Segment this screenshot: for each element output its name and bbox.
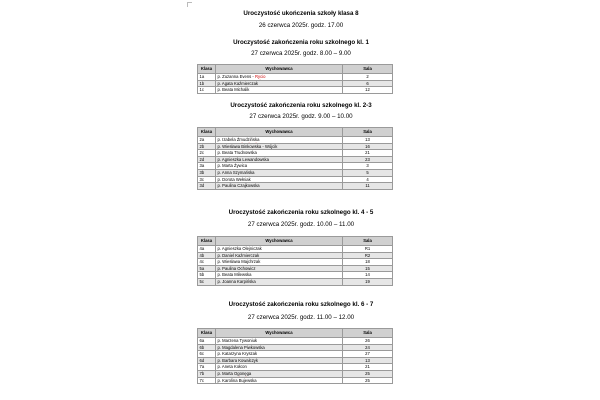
cell-klasa: 2d	[198, 156, 216, 163]
column-header-klasa: Klasa	[198, 329, 216, 338]
cell-wychowawca	[216, 252, 343, 259]
teacher-name: p. Agata Kaźmierczak	[217, 80, 258, 86]
table-row	[198, 156, 393, 163]
cell-sala: 4	[343, 176, 393, 183]
cell-wychowawca	[216, 370, 343, 377]
teacher-name-spellcheck: Trudnowska	[234, 150, 257, 156]
column-header-wychowawca: Wychowawca	[216, 128, 343, 137]
teacher-name-spellcheck: Ogonęga	[234, 371, 252, 377]
section-title: Uroczystość zakończenia roku szkolnego kl. 1	[233, 39, 369, 46]
cell-sala: 18	[343, 259, 393, 266]
cell-wychowawca	[216, 278, 343, 285]
cell-klasa: 5c	[198, 278, 216, 285]
table-row	[198, 143, 393, 150]
cell-wychowawca	[216, 357, 343, 364]
cell-wychowawca	[216, 137, 343, 144]
section-date: 27 czerwca 2025r. godz. 8.00 – 9.00	[251, 50, 351, 57]
cell-klasa: 6c	[198, 351, 216, 358]
teacher-name: p. Marzena Tywoniuk	[217, 338, 257, 344]
table-row	[198, 364, 393, 371]
teacher-name: p. Magdalena Piwkowska	[217, 344, 265, 350]
cell-sala: 11	[343, 183, 393, 190]
cell-klasa: 5a	[198, 265, 216, 272]
teacher-name: p. Marta Żywica	[217, 163, 248, 169]
cell-wychowawca	[216, 143, 343, 150]
cell-sala: R1	[343, 246, 393, 253]
cell-wychowawca	[216, 74, 343, 81]
cell-sala: 14	[343, 272, 393, 279]
teacher-name: p. Beata Michalik	[217, 87, 250, 93]
cell-wychowawca	[216, 338, 343, 345]
cell-klasa: 2a	[198, 137, 216, 144]
cell-klasa: 2b	[198, 143, 216, 150]
teacher-name: p. Katarzyna Kryszak	[217, 351, 258, 357]
column-header-klasa: Klasa	[198, 65, 216, 74]
cell-klasa: 6d	[198, 357, 216, 364]
schedule-table	[197, 328, 393, 384]
column-header-sala: Sala	[343, 128, 393, 137]
page-corner-mark	[187, 2, 192, 7]
table-row	[198, 169, 393, 176]
cell-sala: 13	[343, 137, 393, 144]
cell-wychowawca	[216, 272, 343, 279]
cell-wychowawca	[216, 351, 343, 358]
table-row	[198, 137, 393, 144]
table-row	[198, 377, 393, 384]
table-row	[198, 252, 393, 259]
cell-sala: 27	[343, 351, 393, 358]
cell-wychowawca	[216, 87, 343, 94]
cell-sala: 21	[343, 150, 393, 157]
teacher-name: p. Aneta	[217, 364, 235, 370]
cell-klasa: 3c	[198, 176, 216, 183]
table-row	[198, 176, 393, 183]
cell-wychowawca	[216, 156, 343, 163]
section-title: Uroczystość zakończenia roku szkolnego kl. 4 - 5	[228, 209, 374, 216]
cell-klasa: 3d	[198, 183, 216, 190]
table-row	[198, 357, 393, 364]
cell-klasa: 1a	[198, 74, 216, 81]
document-page	[187, 0, 415, 400]
section-title: Uroczystość zakończenia roku szkolnego kl. 2-3	[230, 102, 372, 109]
schedule-table	[197, 127, 393, 190]
table-row	[198, 272, 393, 279]
cell-sala: 21	[343, 364, 393, 371]
cell-klasa: 1b	[198, 80, 216, 87]
cell-wychowawca	[216, 163, 343, 170]
cell-wychowawca	[216, 364, 343, 371]
cell-sala: 2	[343, 74, 393, 81]
cell-klasa: 7a	[198, 364, 216, 371]
cell-sala: 24	[343, 344, 393, 351]
table-row	[198, 370, 393, 377]
teacher-name-spellcheck: Bujewska	[238, 377, 257, 383]
table-row	[198, 74, 393, 81]
cell-klasa: 4b	[198, 252, 216, 259]
teacher-name: p. Agnieszka Olejniczak	[217, 246, 262, 252]
cell-klasa: 4c	[198, 259, 216, 266]
cell-wychowawca	[216, 80, 343, 87]
schedule-table	[197, 236, 393, 286]
cell-wychowawca	[216, 344, 343, 351]
table-row	[198, 344, 393, 351]
cell-sala: 25	[343, 377, 393, 384]
cell-wychowawca	[216, 183, 343, 190]
teacher-name-spellcheck: Kołcon	[234, 364, 247, 370]
cell-klasa: 7c	[198, 377, 216, 384]
teacher-name-spellcheck: Żmudzińska	[236, 137, 260, 143]
teacher-name: p. Karolina	[217, 377, 239, 383]
table-row	[198, 265, 393, 272]
table-row	[198, 87, 393, 94]
table-row	[198, 338, 393, 345]
teacher-name-spellcheck: Rycio	[254, 74, 266, 80]
cell-klasa: 4a	[198, 246, 216, 253]
table-row	[198, 259, 393, 266]
section-date: 27 czerwca 2025r. godz. 11.00 – 12.00	[247, 314, 355, 321]
table-row	[198, 351, 393, 358]
teacher-name: p. Anna Szymańska	[217, 170, 255, 176]
cell-sala: 3	[343, 163, 393, 170]
section-date: 27 czerwca 2025r. godz. 9.00 – 10.00	[249, 113, 353, 120]
column-header-klasa: Klasa	[198, 237, 216, 246]
cell-klasa: 6b	[198, 344, 216, 351]
column-header-klasa: Klasa	[198, 128, 216, 137]
cell-wychowawca	[216, 176, 343, 183]
teacher-name: p. Barbara Kowalczyk	[217, 357, 258, 363]
main-date: 26 czerwca 2025r. godz. 17.00	[258, 22, 344, 29]
cell-klasa: 7b	[198, 370, 216, 377]
cell-wychowawca	[216, 377, 343, 384]
table-row	[198, 278, 393, 285]
cell-sala: 26	[343, 338, 393, 345]
teacher-name: p. Paulina Ochowicz	[217, 265, 256, 271]
teacher-name: p. Beata	[217, 150, 235, 156]
cell-wychowawca	[216, 265, 343, 272]
cell-wychowawca	[216, 169, 343, 176]
section-date: 27 czerwca 2025r. godz. 10.00 – 11.00	[247, 221, 355, 228]
teacher-name: p. Beata Milewska	[217, 272, 252, 278]
cell-sala: 23	[343, 156, 393, 163]
cell-sala: 25	[343, 370, 393, 377]
teacher-name: p. Marta	[217, 371, 235, 377]
teacher-name: p. Joanna Karpińska	[217, 279, 256, 285]
table-row	[198, 163, 393, 170]
cell-klasa: 1c	[198, 87, 216, 94]
cell-klasa: 3a	[198, 163, 216, 170]
main-title: Uroczystość ukończenia szkoły klasa 8	[243, 10, 359, 17]
table-row	[198, 246, 393, 253]
teacher-name: p. Izabela	[217, 137, 237, 143]
cell-sala: 15	[343, 265, 393, 272]
table-row	[198, 80, 393, 87]
cell-wychowawca	[216, 246, 343, 253]
cell-sala: 6	[343, 80, 393, 87]
column-header-sala: Sala	[343, 65, 393, 74]
cell-wychowawca	[216, 150, 343, 157]
teacher-name: p. Wiesława Majchrzak	[217, 259, 261, 265]
teacher-name: p. Paulina Czajkowska	[217, 183, 260, 189]
cell-sala: 19	[343, 278, 393, 285]
cell-sala: 5	[343, 169, 393, 176]
cell-klasa: 5b	[198, 272, 216, 279]
table-row	[198, 150, 393, 157]
cell-klasa: 6a	[198, 338, 216, 345]
column-header-wychowawca: Wychowawca	[216, 329, 343, 338]
column-header-wychowawca: Wychowawca	[216, 65, 343, 74]
cell-wychowawca	[216, 259, 343, 266]
cell-sala: R2	[343, 252, 393, 259]
table-row	[198, 183, 393, 190]
column-header-sala: Sala	[343, 237, 393, 246]
column-header-sala: Sala	[343, 329, 393, 338]
cell-klasa: 3b	[198, 169, 216, 176]
teacher-name: p. Zuzanna Evens -	[217, 74, 255, 80]
schedule-table	[197, 64, 393, 94]
column-header-wychowawca: Wychowawca	[216, 237, 343, 246]
cell-sala: 13	[343, 357, 393, 364]
teacher-name: p. Agnieszka Lewandowska	[217, 156, 269, 162]
teacher-name: p. Dorota Wełniak	[217, 176, 251, 182]
cell-klasa: 2c	[198, 150, 216, 157]
section-title: Uroczystość zakończenia roku szkolnego kl. 6 - 7	[228, 301, 374, 308]
cell-sala: 12	[343, 87, 393, 94]
cell-sala: 16	[343, 143, 393, 150]
teacher-name: p. Daniel Kaźmierczak	[217, 252, 260, 258]
teacher-name: p. Wiesława Binkowska - Wójcik	[217, 143, 278, 149]
